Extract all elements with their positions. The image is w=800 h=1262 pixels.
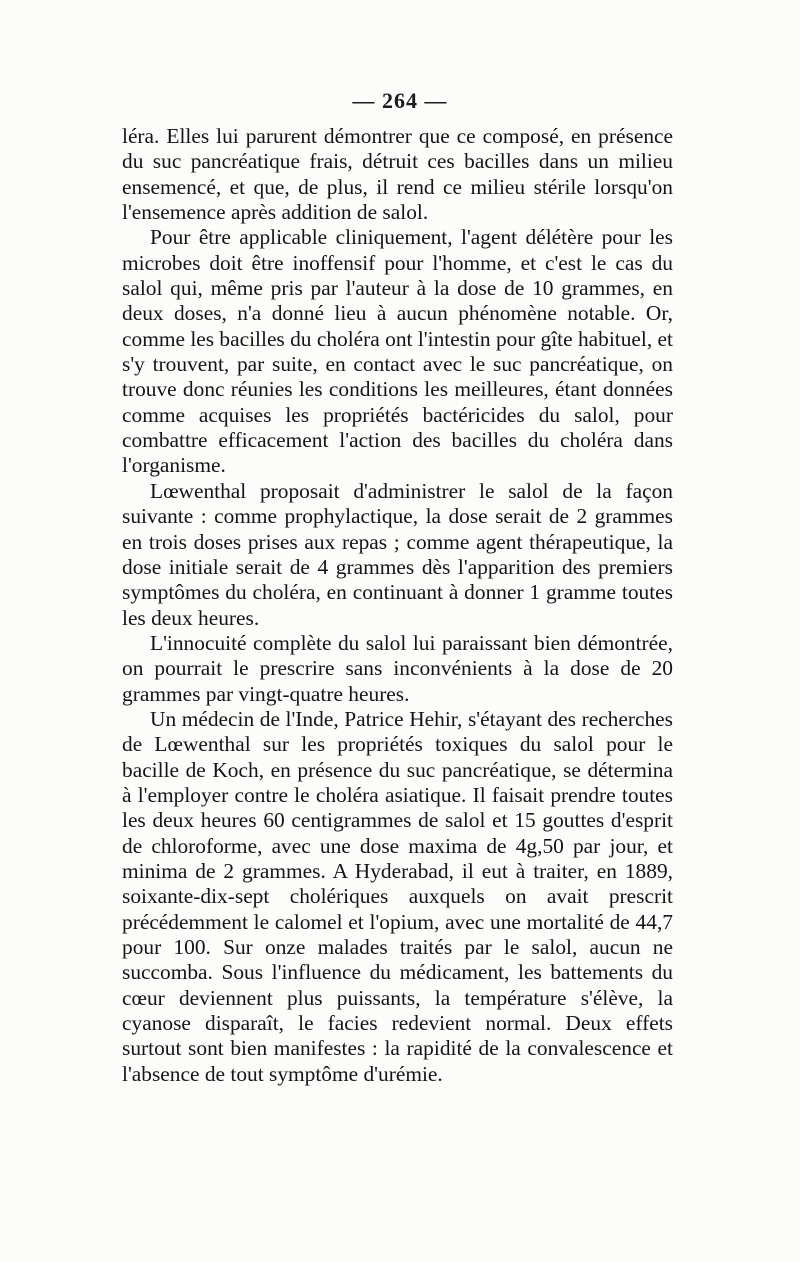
paragraph-4: L'innocuité complète du salol lui paraissant bien démontrée, on pourrait le prescrire sans inconvénients à la dose de 20 grammes par vingt-quatre heures. — [122, 630, 673, 706]
paragraph-2: Pour être applicable cliniquement, l'agent délétère pour les microbes doit être inoffensif pour l'homme, et c'est le cas du salol qui, même pris par l'auteur à la dose de 10 grammes, en deux doses, n'a donné lieu à aucun phénomène notable. Or, comme les bacilles du choléra ont l'intestin pour gîte habituel, et s'y trouvent, par suite, en contact avec le suc pancréatique, on trouve donc réunies les conditions les meilleures, étant données comme acquises les propriétés bactéricides du salol, pour combattre efficacement l'action des bacilles du choléra dans l'organisme. — [122, 225, 673, 478]
page-number: — 264 — — [352, 88, 448, 113]
body-text — [122, 124, 673, 1087]
paragraph-5: Un médecin de l'Inde, Patrice Hehir, s'étayant des recherches de Lœwenthal sur les propriétés toxiques du salol pour le bacille de Koch, en présence du suc pancréatique, se détermina à l'employer contre le choléra asiatique. Il faisait prendre toutes les deux heures 60 centigrammes de salol et 15 gouttes d'esprit de chloroforme, avec une dose maxima de 4g,50 par jour, et minima de 2 grammes. A Hyderabad, il eut à traiter, en 1889, soixante-dix-sept cholériques auxquels on avait prescrit précédemment le calomel et l'opium, avec une mortalité de 44,7 pour 100. Sur onze malades traités par le salol, aucun ne succomba. Sous l'influence du médicament, les battements du cœur deviennent plus puissants, la température s'élève, la cyanose disparaît, le facies redevient normal. Deux effets surtout sont bien manifestes : la rapidité de la convalescence et l'absence de tout symptôme d'urémie. — [122, 706, 673, 1086]
paragraph-3: Lœwenthal proposait d'administrer le salol de la façon suivante : comme prophylactique, la dose serait de 2 grammes en trois doses prises aux repas ; comme agent thérapeutique, la dose initiale serait de 4 grammes dès l'apparition des premiers symptômes du choléra, en continuant à donner 1 gramme toutes les deux heures. — [122, 478, 673, 630]
paragraph-1: léra. Elles lui parurent démontrer que ce composé, en présence du suc pancréatique frais, détruit ces bacilles dans un milieu ensemencé, et que, de plus, il rend ce milieu stérile lorsqu'on l'ensemence après addition de salol. — [122, 124, 673, 225]
